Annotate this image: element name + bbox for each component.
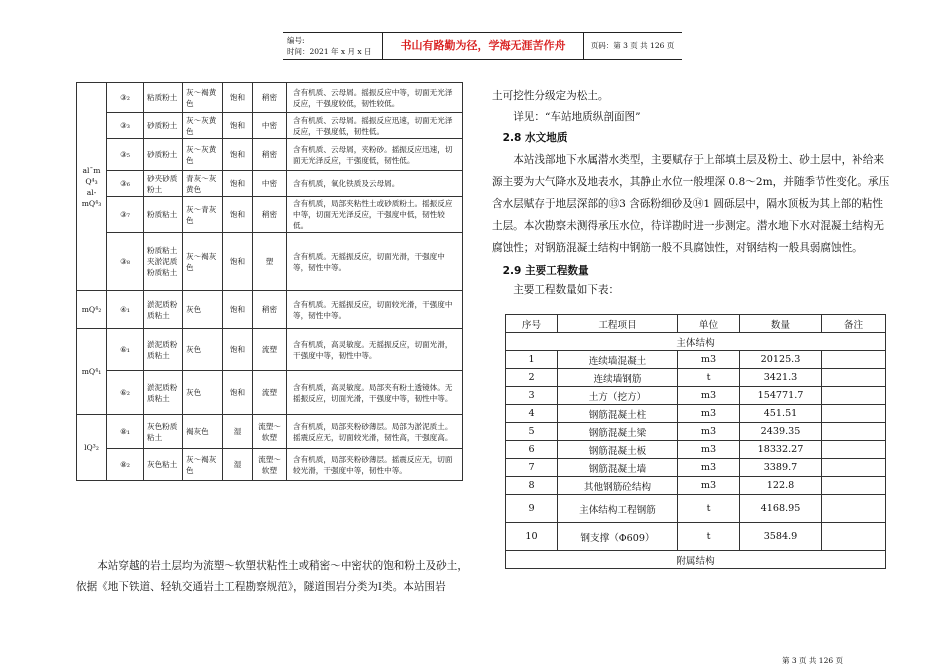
soil-saturation: 湿 [223, 449, 253, 481]
soil-color: 灰～褐黄色 [183, 83, 223, 113]
qty-row [506, 351, 886, 369]
soil-code: ⑥₂ [107, 371, 144, 415]
soil-density: 中密 [253, 171, 287, 197]
soil-saturation: 饱和 [223, 113, 253, 139]
qty-row [506, 387, 886, 405]
qty-cell: 18332.27 [740, 441, 822, 459]
soil-row [77, 449, 463, 481]
qty-cell: t [678, 369, 740, 387]
soil-density: 中密 [253, 113, 287, 139]
qty-row [506, 369, 886, 387]
soil-color: 灰～灰黄色 [183, 113, 223, 139]
soil-description: 含有机质，局部夹粉砂薄层。摇震反应无，切面较光滑，干强度中等，韧性中等。 [287, 449, 463, 481]
soil-name: 砂质粉土 [144, 113, 183, 139]
soil-description: 含有机质，局部夹粉砂薄层。局部为淤泥质土。摇震反应无，切面较光滑，韧性高，干强度高。 [287, 415, 463, 449]
qty-cell: 3 [506, 387, 558, 405]
soil-code: ③₃ [107, 113, 144, 139]
qty-row [506, 459, 886, 477]
soil-saturation: 饱和 [223, 83, 253, 113]
qty-cell: 主体结构工程钢筋 [558, 495, 678, 523]
page-header [283, 32, 682, 60]
qty-cell [822, 405, 886, 423]
section-heading-water: 2.8 水文地质 [502, 132, 568, 144]
qty-cell: 4 [506, 405, 558, 423]
qty-cell [822, 387, 886, 405]
qty-row [506, 477, 886, 495]
soil-code: ③₂ [107, 83, 144, 113]
soil-color: 灰色 [183, 291, 223, 329]
soil-code: ⑥₁ [107, 329, 144, 371]
soil-saturation: 饱和 [223, 139, 253, 171]
soil-saturation: 饱和 [223, 171, 253, 197]
qty-cell: 10 [506, 523, 558, 551]
qty-cell: 2439.35 [740, 423, 822, 441]
soil-description: 含有机质，高灵敏度。局部夹有粉土透镜体。无摇振反应，切面光滑，干强度中等，韧性中等。 [287, 371, 463, 415]
qty-row [506, 523, 886, 551]
soil-code: ③₆ [107, 171, 144, 197]
soil-density: 流塑 [253, 329, 287, 371]
soil-color: 青灰～灰黄色 [183, 171, 223, 197]
text-line-1: 土可挖性分级定为松土。 [492, 90, 609, 102]
soil-row [77, 233, 463, 291]
page-footer: 第 3 页 共 126 页 [782, 656, 844, 665]
soil-name: 砂夹砂质粉土 [144, 171, 183, 197]
qty-cell [822, 441, 886, 459]
qty-cell: 钢筋混凝土柱 [558, 405, 678, 423]
qty-header-cell: 数量 [740, 315, 822, 333]
surrounding-rock-text: 本站穿越的岩土层均为流塑～软塑状粘性土或稍密～中密状的饱和粉土及砂土，依据《地下铁道、轻轨交通岩土工程勘察规范》，隧道围岩分类为Ⅰ类。本站围岩 [76, 560, 468, 593]
header-motto: 书山有路勤为径，学海无涯苦作舟 [383, 33, 584, 59]
soil-row [77, 291, 463, 329]
qty-cell: m3 [678, 387, 740, 405]
soil-description: 含有机质、云母屑。摇振反应中等，切面无光泽反应，干强度较低，韧性较低。 [287, 83, 463, 113]
qty-cell: 其他钢筋砼结构 [558, 477, 678, 495]
soil-layer-group: mQ⁴₂ [77, 291, 107, 329]
qty-cell: 451.51 [740, 405, 822, 423]
soil-row [77, 371, 463, 415]
qty-cell: m3 [678, 477, 740, 495]
qty-cell: 2 [506, 369, 558, 387]
qty-cell: 钢筋混凝土墙 [558, 459, 678, 477]
soil-density: 稍密 [253, 83, 287, 113]
soil-saturation: 饱和 [223, 371, 253, 415]
soil-row [77, 171, 463, 197]
qty-cell [822, 423, 886, 441]
qty-cell: m3 [678, 459, 740, 477]
soil-description: 含有机质、云母屑，夹粉砂。摇振反应迅速，切面无光泽反应，干强度低，韧性低。 [287, 139, 463, 171]
qty-header-row [506, 315, 886, 333]
qty-row [506, 441, 886, 459]
soil-saturation: 饱和 [223, 291, 253, 329]
soil-density: 稍密 [253, 139, 287, 171]
qty-row [506, 405, 886, 423]
soil-description: 含有机质，氧化铁质及云母屑。 [287, 171, 463, 197]
soil-layer-group: mQ⁴₁ [77, 329, 107, 415]
soil-row [77, 83, 463, 113]
qty-section-row [506, 551, 886, 569]
soil-name: 灰色粘土 [144, 449, 183, 481]
header-meta [283, 33, 383, 59]
qty-cell [822, 495, 886, 523]
quantity-table [505, 314, 886, 569]
qty-cell: 1 [506, 351, 558, 369]
soil-code: ⑧₁ [107, 415, 144, 449]
qty-header-cell: 工程项目 [558, 315, 678, 333]
header-page-info: 页码：第 3 页 共 126 页 [590, 41, 675, 50]
soil-description: 含有机质、云母屑。摇振反应迅速，切面无光泽反应，干强度低，韧性低。 [287, 113, 463, 139]
soil-description: 含有机质，高灵敏度。无摇振反应，切面光滑，干强度中等，韧性中等。 [287, 329, 463, 371]
qty-cell: m3 [678, 351, 740, 369]
qty-cell: 连续墙钢筋 [558, 369, 678, 387]
soil-density: 稍密 [253, 291, 287, 329]
soil-layer-table [76, 82, 463, 481]
qty-cell: 122.8 [740, 477, 822, 495]
qty-cell: 20125.3 [740, 351, 822, 369]
qty-row [506, 495, 886, 523]
qty-cell: 3389.7 [740, 459, 822, 477]
soil-density: 稍密 [253, 197, 287, 233]
soil-name: 淤泥质粉质粘土 [144, 291, 183, 329]
soil-description: 含有机质。无摇振反应，切面光滑，干强度中等，韧性中等。 [287, 233, 463, 291]
qty-cell [822, 477, 886, 495]
qty-cell: 5 [506, 423, 558, 441]
soil-color: 灰～褐灰色 [183, 449, 223, 481]
soil-color: 灰～褐灰色 [183, 233, 223, 291]
soil-color: 褐灰色 [183, 415, 223, 449]
qty-row [506, 423, 886, 441]
qty-cell: 4168.95 [740, 495, 822, 523]
time-label: 时间：2021 年 x 月 x 日 [287, 47, 372, 56]
water-paragraph: 本站浅部地下水属潜水类型，主要赋存于上部填土层及粉土、砂土层中，补给来源主要为大气降水及地表水，其静止水位一般埋深 0.8～2m，并随季节性变化。承压含水层赋存于地层深部的⑬3 含砾粉细砂及⑭1 圆砾层中，隔水顶板为其上部的粘性土层。本次勘察未测得承压水位，待详勘时进一步测定。潜水地下水对混凝土结构无腐蚀性；对钢筋混凝土结构中钢筋一般不具腐蚀性，对钢结构一般具弱腐蚀性。 [492, 154, 890, 254]
text-line-2: 详见：“车站地质纵剖面图” [513, 111, 641, 123]
section-heading-qty: 2.9 主要工程数量 [502, 265, 589, 277]
qty-section-title: 主体结构 [506, 333, 886, 351]
soil-saturation: 湿 [223, 415, 253, 449]
soil-description: 含有机质。无摇振反应，切面较光滑，干强度中等，韧性中等。 [287, 291, 463, 329]
qty-cell: t [678, 523, 740, 551]
qty-cell: m3 [678, 441, 740, 459]
qty-intro: 主要工程数量如下表： [513, 284, 620, 296]
qty-cell: 钢筋混凝土梁 [558, 423, 678, 441]
soil-color: 灰色 [183, 371, 223, 415]
soil-layer-group: al¯m Q⁴₃ al- mQ⁴₃ [77, 83, 107, 291]
qty-cell: 连续墙混凝土 [558, 351, 678, 369]
soil-density: 流塑～软塑 [253, 415, 287, 449]
soil-row [77, 139, 463, 171]
soil-row [77, 415, 463, 449]
qty-cell: 8 [506, 477, 558, 495]
qty-section-title: 附属结构 [506, 551, 886, 569]
qty-cell: 钢支撑（Φ609） [558, 523, 678, 551]
soil-name: 砂质粉土 [144, 139, 183, 171]
soil-color: 灰～灰黄色 [183, 139, 223, 171]
soil-code: ④₁ [107, 291, 144, 329]
qty-cell: 3421.3 [740, 369, 822, 387]
qty-cell: 钢筋混凝土板 [558, 441, 678, 459]
soil-name: 淤泥质粉质粘土 [144, 371, 183, 415]
qty-cell: 土方（挖方） [558, 387, 678, 405]
soil-row [77, 197, 463, 233]
soil-name: 粉质粘土 [144, 197, 183, 233]
soil-row [77, 329, 463, 371]
soil-saturation: 饱和 [223, 197, 253, 233]
soil-code: ⑧₂ [107, 449, 144, 481]
qty-section-row [506, 333, 886, 351]
soil-color: 灰色 [183, 329, 223, 371]
soil-description: 含有机质，局部夹粘性土或砂质粉土。摇振反应中等，切面无光泽反应，干强度中低，韧性较低。 [287, 197, 463, 233]
code-label: 编号: [287, 36, 305, 45]
soil-color: 灰～青灰色 [183, 197, 223, 233]
qty-cell: 3584.9 [740, 523, 822, 551]
soil-density: 塑 [253, 233, 287, 291]
soil-code: ③₈ [107, 233, 144, 291]
soil-layer-group: lQ³₂ [77, 415, 107, 481]
qty-header-cell: 序号 [506, 315, 558, 333]
qty-cell: 6 [506, 441, 558, 459]
qty-cell [822, 523, 886, 551]
qty-cell: m3 [678, 405, 740, 423]
soil-code: ③₇ [107, 197, 144, 233]
soil-name: 粉质粘土夹淤泥质粉质粘土 [144, 233, 183, 291]
soil-name: 淤泥质粉质粘土 [144, 329, 183, 371]
soil-name: 粘质粉土 [144, 83, 183, 113]
left-paragraph [76, 556, 468, 598]
soil-density: 流塑 [253, 371, 287, 415]
soil-saturation: 饱和 [223, 329, 253, 371]
qty-cell [822, 369, 886, 387]
soil-saturation: 饱和 [223, 233, 253, 291]
qty-cell: 154771.7 [740, 387, 822, 405]
qty-cell: m3 [678, 423, 740, 441]
right-column [492, 86, 890, 299]
soil-name: 灰色粉质粘土 [144, 415, 183, 449]
qty-header-cell: 备注 [822, 315, 886, 333]
qty-cell [822, 459, 886, 477]
soil-density: 流塑～软塑 [253, 449, 287, 481]
qty-cell: 7 [506, 459, 558, 477]
soil-row [77, 113, 463, 139]
soil-code: ③₅ [107, 139, 144, 171]
qty-cell: t [678, 495, 740, 523]
qty-header-cell: 单位 [678, 315, 740, 333]
qty-cell [822, 351, 886, 369]
qty-cell: 9 [506, 495, 558, 523]
